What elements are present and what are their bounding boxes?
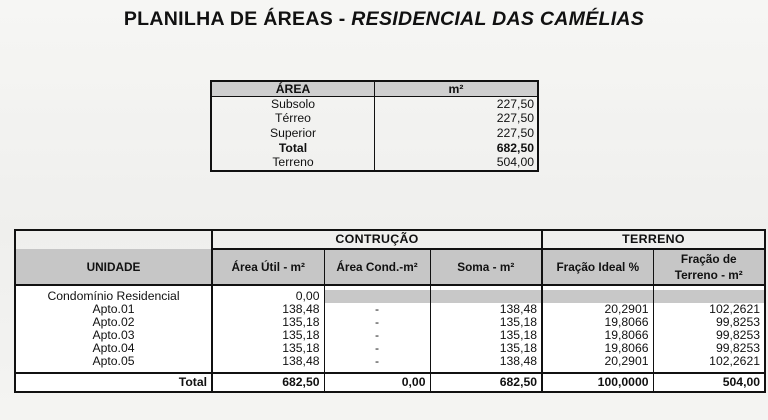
useful-area-value: 138,48 [212,303,324,316]
area-label: Terreno [211,155,375,171]
unit-name: Apto.04 [15,342,212,355]
useful-area-value: 0,00 [212,290,324,303]
area-label: Subsolo [211,97,375,112]
area-label: Térreo [211,112,375,127]
useful-area-value: 135,18 [212,316,324,329]
area-label: Total [211,141,375,156]
construction-group-header: CONTRUÇÃO [212,230,542,249]
useful-area-value: 135,18 [212,342,324,355]
table-row [15,355,765,368]
title-subtitle: RESIDENCIAL DAS CAMÉLIAS [351,8,645,30]
ideal-fraction-value: 19,8066 [542,329,653,342]
area-row-superior [211,126,538,141]
common-area-column-header: Área Cond.-m² [324,249,430,285]
land-group-header: TERRENO [542,230,765,249]
total-land-fraction: 504,00 [653,373,765,392]
land-fraction-value: 99,8253 [653,329,765,342]
sum-value: 135,18 [430,342,542,355]
area-value: 227,50 [496,96,534,111]
land-fraction-header-line2: Terreno - m² [674,268,743,282]
total-common-area: 0,00 [324,373,430,392]
total-label: Total [15,373,212,392]
land-fraction-value: 99,8253 [653,342,765,355]
area-row-subsolo [211,97,538,112]
land-fraction-header-line1: Fração de [680,252,737,266]
area-value: 227,50 [496,111,534,126]
common-area-value: - [324,303,430,316]
total-row [15,373,765,392]
unit-name: Apto.03 [15,329,212,342]
useful-area-column-header: Área Útil - m² [212,249,324,285]
ideal-fraction-value: 20,2901 [542,355,653,368]
area-row-terreo [211,112,538,127]
area-table-header-row [211,81,538,97]
m2-column-header: m² [375,81,539,97]
unit-name: Apto.05 [15,355,212,368]
area-column-header: ÁREA [211,81,375,97]
unit-areas-table [14,229,766,393]
ideal-fraction-value: 20,2901 [542,303,653,316]
area-row-terreno [211,155,538,171]
area-row-total [211,141,538,156]
land-fraction-value: 99,8253 [653,316,765,329]
unit-name: Apto.02 [15,316,212,329]
sum-column-header: Soma - m² [430,249,542,285]
total-sum: 682,50 [430,373,542,392]
title-separator: - [333,8,352,30]
ideal-fraction-value: 19,8066 [542,342,653,355]
useful-area-value: 135,18 [212,329,324,342]
sum-value: 138,48 [430,303,542,316]
group-header-row [15,230,765,249]
sum-value: 138,48 [430,355,542,368]
page-title [0,8,768,31]
ideal-fraction-column-header: Fração Ideal % [542,249,653,285]
useful-area-value: 138,48 [212,355,324,368]
area-value: 227,50 [496,125,534,140]
sum-value: 135,18 [430,316,542,329]
ideal-fraction-value: 19,8066 [542,316,653,329]
land-fraction-column-header [653,249,765,285]
column-header-row [15,249,765,285]
common-area-value: - [324,355,430,368]
area-label: Superior [211,126,375,141]
area-value: 504,00 [496,155,534,170]
title-main: PLANILHA DE ÁREAS [123,8,334,30]
common-area-value: - [324,329,430,342]
common-area-value: - [324,342,430,355]
total-useful-area: 682,50 [212,373,324,392]
land-fraction-value: 102,2621 [653,355,765,368]
unit-name: Condomínio Residencial [15,290,212,303]
total-ideal-fraction: 100,0000 [542,373,653,392]
land-fraction-value: 102,2621 [653,303,765,316]
group-header-blank [15,230,212,249]
area-value: 682,50 [496,140,534,155]
unit-name: Apto.01 [15,303,212,316]
area-summary-table [210,80,539,172]
sum-value: 135,18 [430,329,542,342]
unit-column-header: UNIDADE [15,249,212,285]
common-area-value: - [324,316,430,329]
